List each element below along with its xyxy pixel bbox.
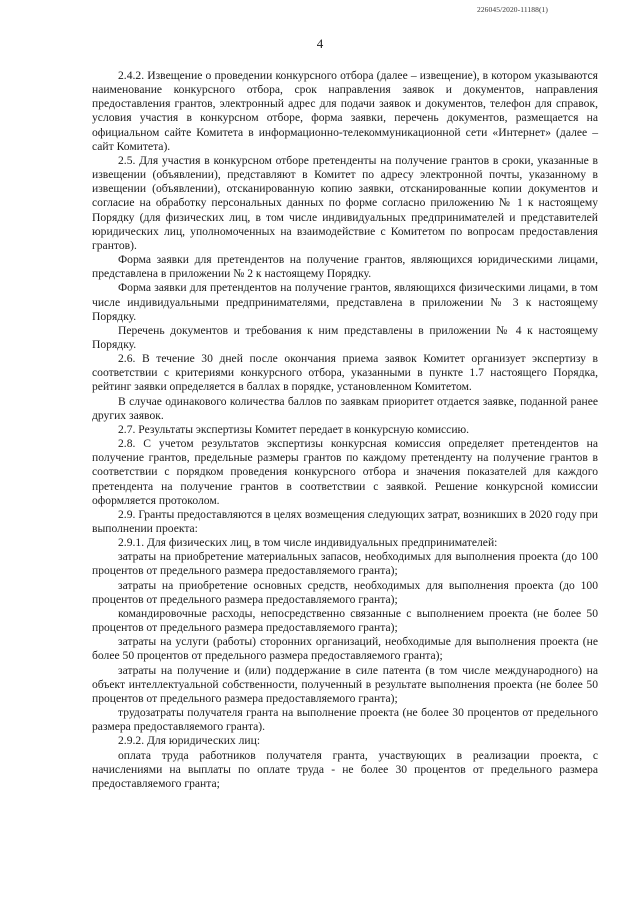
paragraph-2-5: 2.5. Для участия в конкурсном отборе претенденты на получение грантов в сроки, указанные в извещении (объявлении), представляют в Комитет по адресу электронной почты, указанному в извещении (объявлении), отсканированную копию заявки, отсканированные копии документов и согласие на обработку персональных данных по форме согласно приложению № 1 к настоящему Порядку (для физических лиц, в том числе индивидуальных предпринимателей и представителей юридических лиц, уполномоченных на взаимодействие с Комитетом по вопросам предоставления грантов). — [92, 153, 598, 252]
list-item-employee-wages: оплата труда работников получателя гранта, участвующих в реализации проекта, с начислениями на выплаты по оплате труда - не более 30 процентов от предельного размера предоставляемого гранта; — [92, 748, 598, 790]
paragraph-2-9: 2.9. Гранты предоставляются в целях возмещения следующих затрат, возникших в 2020 году при выполнении проекта: — [92, 507, 598, 535]
paragraph-2-4-2: 2.4.2. Извещение о проведении конкурсного отбора (далее – извещение), в котором указываются наименование конкурсного отбора, срок направления заявок и документов, направления предоставления грантов, электронный адрес для подачи заявок и документов, телефон для справок, условия участия в конкурсном отборе, форма заявки, перечень документов, размещается на официальном сайте Комитета в информационно-телекоммуникационной сети «Интернет» (далее – сайт Комитета). — [92, 69, 598, 153]
list-item-patent-costs: затраты на получение и (или) поддержание в силе патента (в том числе международного) на объект интеллектуальной собственности, полученный в результате выполнения проекта (не более 50 процентов от предельного размера предоставляемого гранта); — [92, 663, 598, 705]
paragraph-2-7: 2.7. Результаты экспертизы Комитет передает в конкурсную комиссию. — [118, 422, 470, 436]
paragraph-document-list: Перечень документов и требования к ним представлены в приложении № 4 к настоящему Порядку. — [92, 323, 598, 351]
paragraph-individual-form: Форма заявки для претендентов на получение грантов, являющихся физическими лицами, в том числе индивидуальными предпринимателями, представлена в приложении № 3 к настоящему Порядку. — [92, 281, 598, 323]
page-number: 4 — [316, 36, 324, 51]
paragraph-2-9-1: 2.9.1. Для физических лиц, в том числе индивидуальных предпринимателей: — [118, 536, 498, 550]
paragraph-2-6: 2.6. В течение 30 дней после окончания приема заявок Комитет организует экспертизу в соответствии с критериями конкурсного отбора, указанными в пункте 1.7 настоящего Порядка, рейтинг заявки определяется в баллах в порядке, установленном Комитетом. — [92, 352, 598, 394]
document-registration-number: 226045/2020-11188(1) — [476, 5, 548, 14]
paragraph-2-8: 2.8. С учетом результатов экспертизы конкурсная комиссия определяет претендентов на получение грантов, предельные размеры грантов по каждому претенденту на получение грантов в соответствии с порядком проведения конкурсного отбора и значения показателей для каждого претендента на получение грантов в соответствии с заявкой. Решение конкурсной комиссии оформляется протоколом. — [92, 437, 598, 507]
paragraph-legal-entity-form: Форма заявки для претендентов на получение грантов, являющихся юридическими лицами, представлена в приложении № 2 к настоящему Порядку. — [92, 253, 598, 281]
paragraph-equal-score: В случае одинакового количества баллов по заявкам приоритет отдается заявке, поданной ранее других заявок. — [92, 394, 598, 422]
list-item-labor-costs: трудозатраты получателя гранта на выполнение проекта (не более 30 процентов от предельного размера предоставляемого гранта). — [92, 706, 598, 734]
list-item-travel-expenses: командировочные расходы, непосредственно связанные с выполнением проекта (не более 50 процентов от предельного размера предоставляемого гранта); — [92, 606, 598, 635]
list-item-third-party-services: затраты на услуги (работы) сторонних организаций, необходимые для выполнения проекта (не более 50 процентов от предельного размера предоставляемого гранта); — [92, 635, 598, 663]
document-body — [92, 69, 598, 791]
list-item-material-costs: затраты на приобретение материальных запасов, необходимых для выполнения проекта (до 100 процентов от предельного размера предоставляемого гранта); — [92, 550, 598, 578]
list-item-fixed-assets: затраты на приобретение основных средств, необходимых для выполнения проекта (до 100 процентов от предельного размера предоставляемого гранта); — [92, 578, 598, 606]
paragraph-2-9-2: 2.9.2. Для юридических лиц: — [118, 734, 261, 748]
